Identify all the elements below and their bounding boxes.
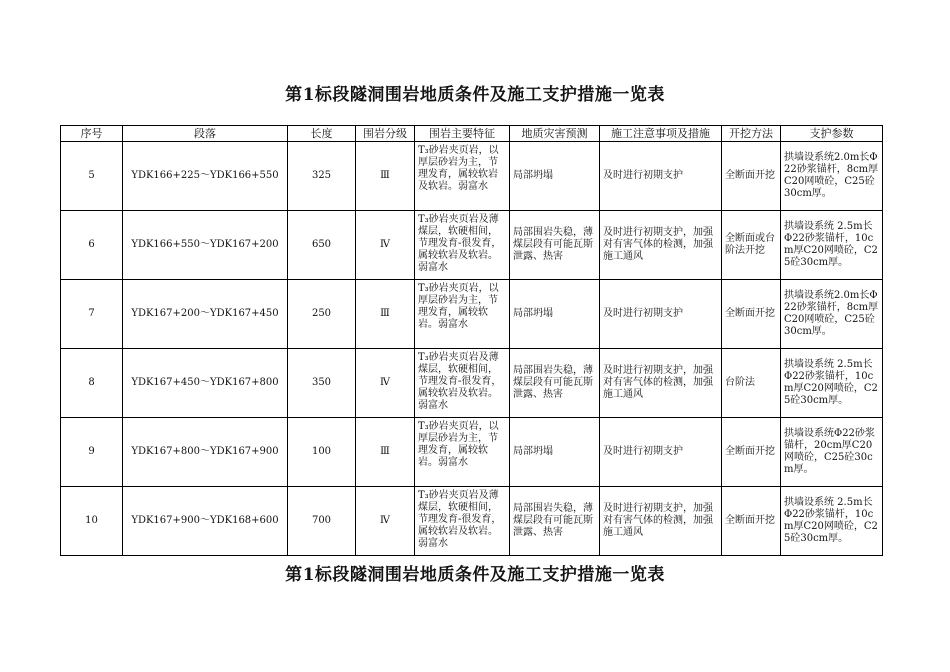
cell-hazard: 局部坍塌 [510,418,600,487]
header-no: 序号 [61,126,123,142]
cell-features: T₃砂岩夹页岩，以厚层砂岩为主，节理发育，属较软岩。弱富水 [415,280,510,349]
cell-section: YDK167+450～YDK167+800 [123,349,288,418]
cell-measures: 及时进行初期支护，加强对有害气体的检测，加强施工通风 [600,349,722,418]
header-features: 围岩主要特征 [415,126,510,142]
page-title: 第1标段隧洞围岩地质条件及施工支护措施一览表 [285,85,665,105]
table-row [61,418,883,487]
header-support: 支护参数 [781,126,883,142]
cell-no: 5 [61,142,123,211]
cell-grade: Ⅳ [356,487,415,556]
cell-section: YDK166+225～YDK166+550 [123,142,288,211]
cell-method: 全断面开挖 [722,280,781,349]
cell-method: 台阶法 [722,349,781,418]
table-row [61,349,883,418]
cell-measures: 及时进行初期支护 [600,418,722,487]
cell-hazard: 局部围岩失稳，薄煤层段有可能瓦斯泄露、热害 [510,349,600,418]
cell-grade: Ⅲ [356,280,415,349]
cell-support: 拱墙设系统2.0m长Φ22砂浆锚杆，8cm厚C20网喷砼，C25砼30cm厚。 [781,280,883,349]
cell-hazard: 局部围岩失稳，薄煤层段有可能瓦斯泄露、热害 [510,211,600,280]
header-hazard: 地质灾害预测 [510,126,600,142]
cell-section: YDK167+900～YDK168+600 [123,487,288,556]
cell-features: T₃砂岩夹页岩，以厚层砂岩为主，节理发育，属较软岩及软岩。弱富水 [415,142,510,211]
cell-method: 全断面开挖 [722,142,781,211]
cell-features: T₃砂岩夹页岩及薄煤层，软硬相间，节理发育-很发育，属较软岩及软岩。弱富水 [415,487,510,556]
table-row [61,487,883,556]
cell-measures: 及时进行初期支护，加强对有害气体的检测，加强施工通风 [600,211,722,280]
cell-grade: Ⅲ [356,142,415,211]
header-measures: 施工注意事项及措施 [600,126,722,142]
cell-hazard: 局部坍塌 [510,142,600,211]
cell-length: 700 [288,487,356,556]
cell-measures: 及时进行初期支护 [600,142,722,211]
cell-grade: Ⅳ [356,349,415,418]
cell-no: 8 [61,349,123,418]
cell-section: YDK167+200～YDK167+450 [123,280,288,349]
header-row [61,126,883,142]
cell-section: YDK166+550～YDK167+200 [123,211,288,280]
cell-features: T₃砂岩夹页岩，以厚层砂岩为主，节理发育，属较软岩。弱富水 [415,418,510,487]
cell-method: 全断面开挖 [722,418,781,487]
header-section: 段落 [123,126,288,142]
cell-hazard: 局部坍塌 [510,280,600,349]
cell-measures: 及时进行初期支护 [600,280,722,349]
cell-no: 9 [61,418,123,487]
cell-length: 100 [288,418,356,487]
cell-length: 350 [288,349,356,418]
table-row [61,142,883,211]
cell-support: 拱墙设系统Φ22砂浆锚杆，20cm厚C20网喷砼，C25砼30cm厚。 [781,418,883,487]
cell-length: 325 [288,142,356,211]
cell-support: 拱墙设系统 2.5m长Φ22砂浆锚杆，10cm厚C20网喷砼，C25砼30cm厚。 [781,487,883,556]
cell-grade: Ⅲ [356,418,415,487]
cell-no: 7 [61,280,123,349]
cell-method: 全断面开挖 [722,487,781,556]
cell-no: 6 [61,211,123,280]
cell-section: YDK167+800～YDK167+900 [123,418,288,487]
cell-no: 10 [61,487,123,556]
geology-table [60,125,883,556]
cell-measures: 及时进行初期支护，加强对有害气体的检测，加强施工通风 [600,487,722,556]
header-method: 开挖方法 [722,126,781,142]
cell-length: 650 [288,211,356,280]
table-row [61,280,883,349]
cell-length: 250 [288,280,356,349]
cell-support: 拱墙设系统2.0m长Φ22砂浆锚杆，8cm厚C20网喷砼，C25砼30cm厚。 [781,142,883,211]
cell-hazard: 局部围岩失稳，薄煤层段有可能瓦斯泄露、热害 [510,487,600,556]
header-grade: 围岩分级 [356,126,415,142]
cell-support: 拱墙设系统 2.5m长Φ22砂浆锚杆，10cm厚C20网喷砼，C25砼30cm厚。 [781,349,883,418]
cell-method: 全断面或台阶法开挖 [722,211,781,280]
page-title-repeat: 第1标段隧洞围岩地质条件及施工支护措施一览表 [285,565,665,585]
cell-grade: Ⅳ [356,211,415,280]
cell-support: 拱墙设系统 2.5m长Φ22砂浆锚杆，10cm厚C20网喷砼，C25砼30cm厚。 [781,211,883,280]
cell-features: T₃砂岩夹页岩及薄煤层，软硬相间，节理发育-很发育，属较软岩及软岩。弱富水 [415,349,510,418]
cell-features: T₃砂岩夹页岩及薄煤层，软硬相间，节理发育-很发育，属较软岩及软岩。弱富水 [415,211,510,280]
table-row [61,211,883,280]
header-length: 长度 [288,126,356,142]
